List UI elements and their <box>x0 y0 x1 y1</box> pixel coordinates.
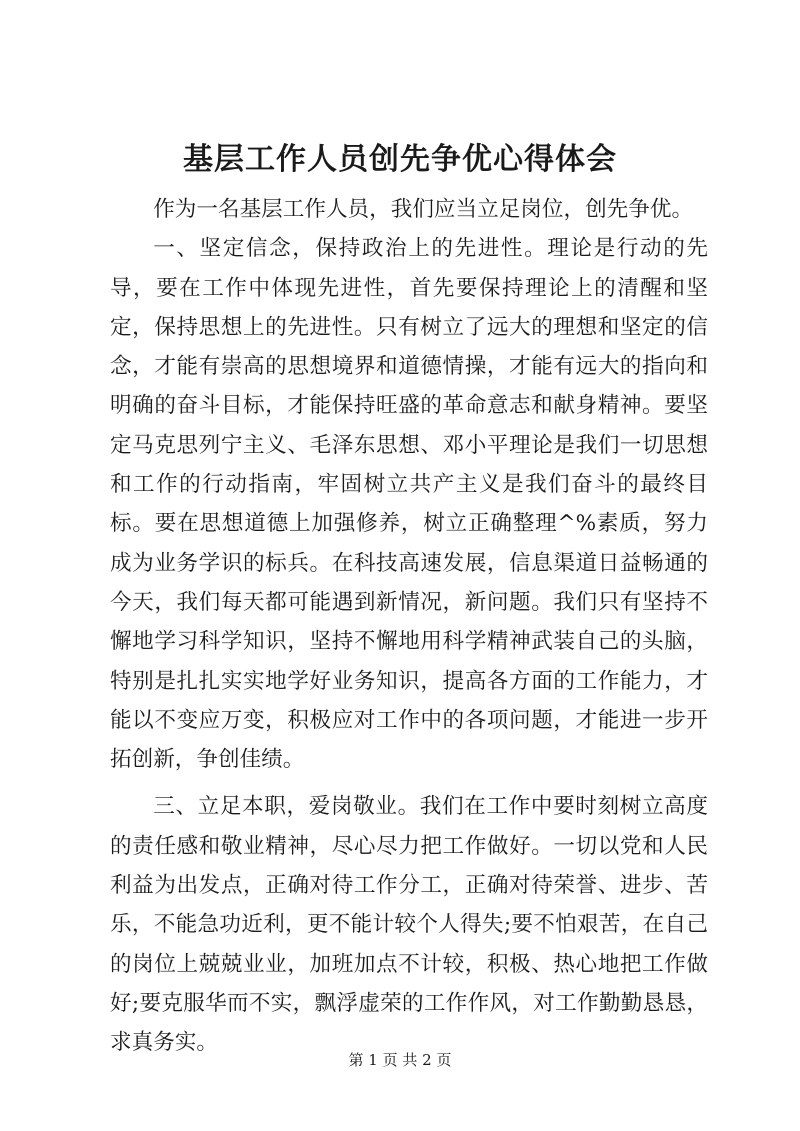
page-footer: 第 1 页 共 2 页 <box>348 1051 452 1069</box>
paragraph-intro: 作为一名基层工作人员，我们应当立足岗位，创先争优。 <box>153 197 694 222</box>
document-title: 基层工作人员创先争优心得体会 <box>183 142 617 177</box>
paragraph-section-one: 一、坚定信念，保持政治上的先进性。理论是行动的先导，要在工作中体现先进性，首先要保持理论上的清醒和坚定，保持思想上的先进性。只有树立了远大的理想和坚定的信念，才能有崇高的思想境界和道德情操，才能有远大的指向和明确的奋斗目标，才能保持旺盛的革命意志和献身精神。要坚定马克思列宁主义、毛泽东思想、邓小平理论是我们一切思想和工作的行动指南，牢固树立共产主义是我们奋斗的最终目标。要在思想道德上加强修养，树立正确整理^%素质，努力成为业务学识的标兵。在科技高速发展，信息渠道日益畅通的今天，我们每天都可能遇到新情况，新问题。我们只有坚持不懈地学习科学知识，坚持不懈地用科学精神武装自己的头脑，特别是扎扎实实地学好业务知识，提高各方面的工作能力，才能以不变应万变，积极应对工作中的各项问题，才能进一步开拓创新，争创佳绩。 <box>110 236 708 773</box>
paragraph-gap <box>110 779 708 787</box>
document-body <box>110 190 708 1063</box>
paragraph-section-three: 三、立足本职，爱岗敬业。我们在工作中要时刻树立高度的责任感和敬业精神，尽心尽力把工作做好。一切以党和人民利益为出发点，正确对待工作分工，正确对待荣誉、进步、苦乐，不能急功近利，更不能计较个人得失;要不怕艰苦，在自己的岗位上兢兢业业，加班加点不计较，积极、热心地把工作做好;要克服华而不实，飘浮虚荣的工作作风，对工作勤勤恳恳，求真务实。 <box>110 794 708 1056</box>
